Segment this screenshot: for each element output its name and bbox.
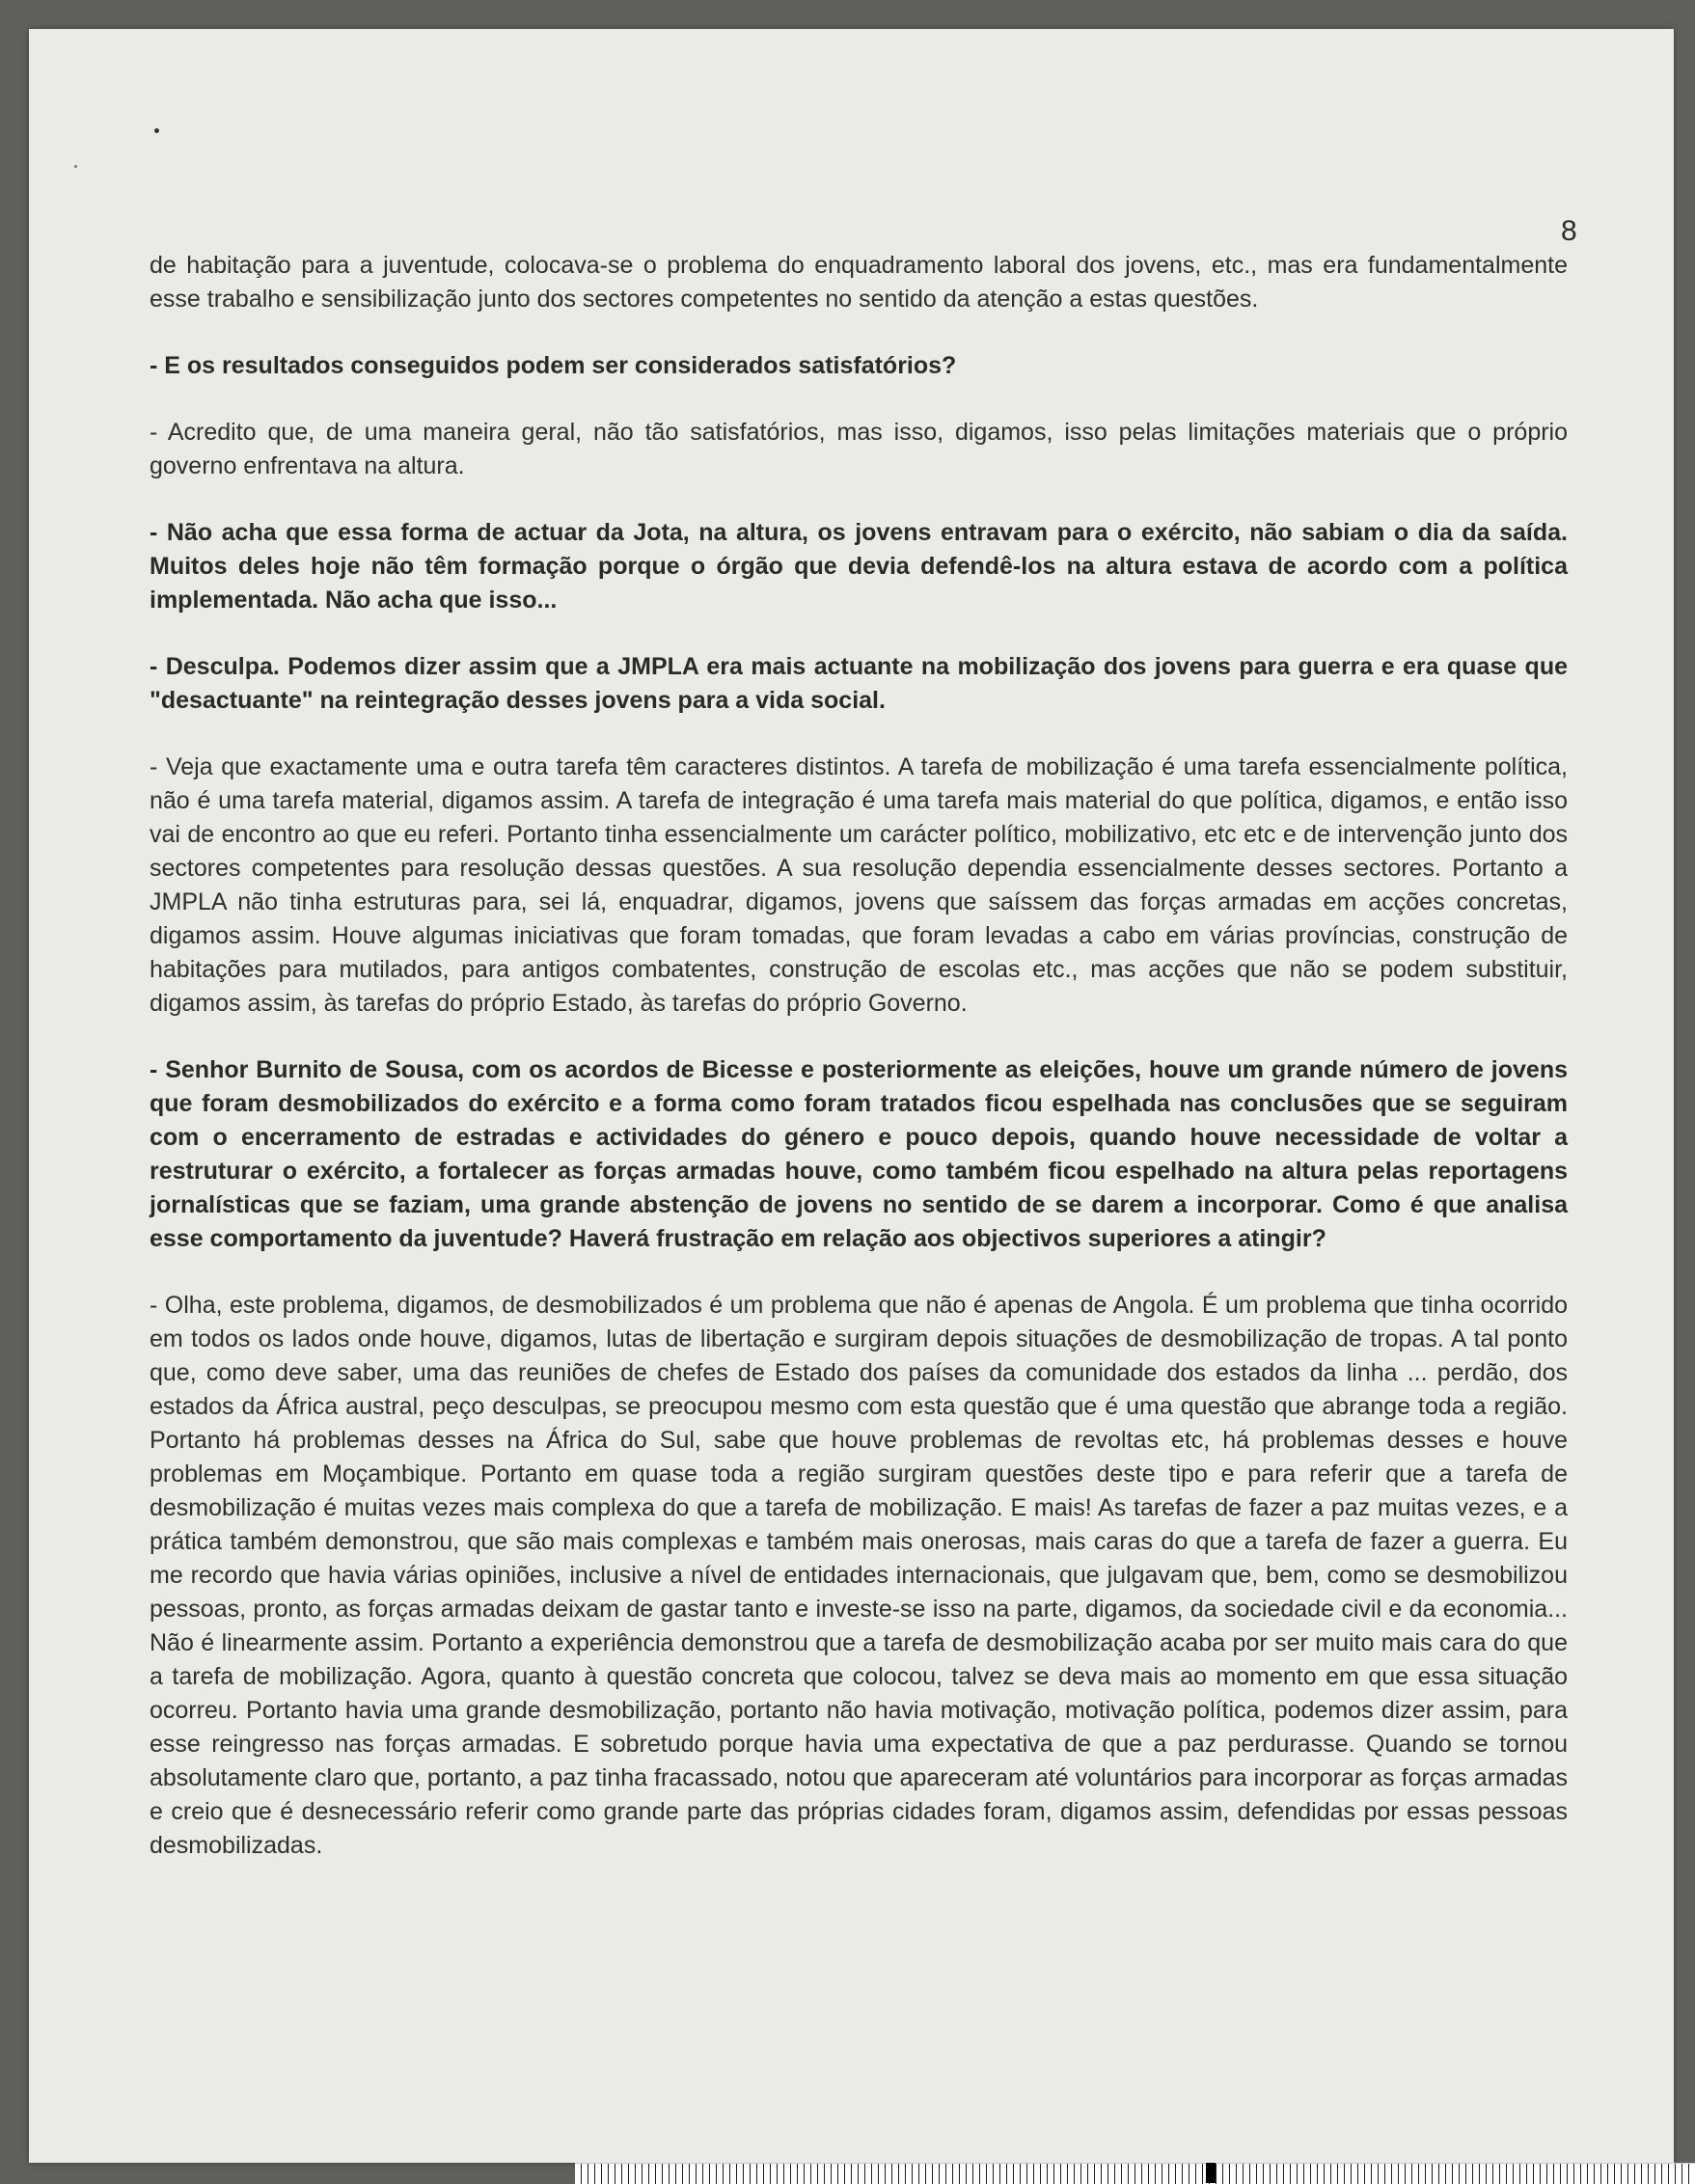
answer-paragraph: - Olha, este problema, digamos, de desmobilizados é um problema que não é apenas de Angola. É um problema que tinha ocorrido em todos os lados onde houve, digamos, lutas de libertação e surgiram depois situações de desmobilização de tropas. A tal ponto que, como deve saber, uma das reuniões de chefes de Estado dos países da comunidade dos estados da linha ... perdão, dos estados da África austral, peço desculpas, se preocupou mesmo com esta questão que é uma questão que abrange toda a região. Portanto há problemas desses na África do Sul, sabe que houve problemas de revoltas etc, há problemas desses e houve problemas em Moçambique. Portanto em quase toda a região surgiram questões deste tipo e para referir que a tarefa de desmobilização é muitas vezes mais complexa do que a tarefa de mobilização. E mais! As tarefas de fazer a paz muitas vezes, e a prática também demonstrou, que são mais complexas e também mais onerosas, mais caras do que a tarefa de fazer a guerra. Eu me recordo que havia várias opiniões, inclusive a nível de entidades internacionais, que julgavam que, bem, como se desmobilizou pessoas, pronto, as forças armadas deixam de gastar tanto e investe-se isso na parte, digamos, da sociedade civil e da economia... Não é linearmente assim. Portanto a experiência demonstrou que a tarefa de desmobilização acaba por ser muito mais cara do que a tarefa de mobilização. Agora, quanto à questão concreta que colocou, talvez se deva mais ao momento em que essa situação ocorreu. Portanto havia uma grande desmobilização, portanto não havia motivação, motivação política, podemos dizer assim, para esse reingresso nas forças armadas. E sobretudo porque havia uma expectativa de que a paz perdurasse. Quando se tornou absolutamente claro que, portanto, a paz tinha fracassado, notou que apareceram até voluntários para incorporar as forças armadas e creio que é desnecessário referir como grande parte das próprias cidades foram, digamos assim, defendidas por essas pessoas desmobilizadas. xyxy=(150,1292,1568,1859)
ink-speck xyxy=(74,165,77,168)
scan-ruler-marker xyxy=(1206,2163,1216,2183)
question-paragraph: - E os resultados conseguidos podem ser considerados satisfatórios? xyxy=(150,352,957,379)
answer-paragraph: de habitação para a juventude, colocava-se o problema do enquadramento laboral dos jovens, etc., mas era fundamentalmente esse trabalho e sensibilização junto dos sectores competentes no sentido da atenção a estas questões. xyxy=(150,252,1568,313)
interview-text xyxy=(150,249,1568,1896)
answer-paragraph: - Veja que exactamente uma e outra tarefa têm caracteres distintos. A tarefa de mobilização é uma tarefa essencialmente política, não é uma tarefa material, digamos assim. A tarefa de integração é uma tarefa mais material do que política, digamos, e então isso vai de encontro ao que eu referi. Portanto tinha essencialmente um carácter político, mobilizativo, etc etc e de intervenção junto dos sectores competentes para resolução dessas questões. A sua resolução dependia essencialmente desses sectores. Portanto a JMPLA não tinha estruturas para, sei lá, enquadrar, digamos, jovens que saíssem das forças armadas em acções concretas, digamos assim. Houve algumas iniciativas que foram tomadas, que foram levadas a cabo em várias províncias, construção de habitações para mutilados, para antigos combatentes, construção de escolas etc., mas acções que não se podem substituir, digamos assim, às tarefas do próprio Estado, às tarefas do próprio Governo. xyxy=(150,753,1568,1017)
page-number: 8 xyxy=(1561,215,1577,247)
question-paragraph: - Desculpa. Podemos dizer assim que a JMPLA era mais actuante na mobilização dos jovens para guerra e era quase que "desactuante" na reintegração desses jovens para a vida social. xyxy=(150,653,1568,714)
question-paragraph: - Não acha que essa forma de actuar da Jota, na altura, os jovens entravam para o exército, não sabiam o dia da saída. Muitos deles hoje não têm formação porque o órgão que devia defendê-los na altura estava de acordo com a política implementada. Não acha que isso... xyxy=(150,519,1568,614)
question-paragraph: - Senhor Burnito de Sousa, com os acordos de Bicesse e posteriormente as eleições, houve um grande número de jovens que foram desmobilizados do exército e a forma como foram tratados ficou espelhada nas conclusões que se seguiram com o encerramento de estradas e actividades do género e pouco depois, quando houve necessidade de voltar a restruturar o exército, a fortalecer as forças armadas houve, como também ficou espelhado na altura pelas reportagens jornalísticas que se faziam, uma grande abstenção de jovens no sentido de se darem a incorporar. Como é que analisa esse comportamento da juventude? Haverá frustração em relação aos objectivos superiores a atingir? xyxy=(150,1056,1568,1252)
answer-paragraph: - Acredito que, de uma maneira geral, não tão satisfatórios, mas isso, digamos, isso pelas limitações materiais que o próprio governo enfrentava na altura. xyxy=(150,419,1568,479)
scan-ruler xyxy=(575,2163,1695,2184)
ink-speck xyxy=(154,128,159,133)
